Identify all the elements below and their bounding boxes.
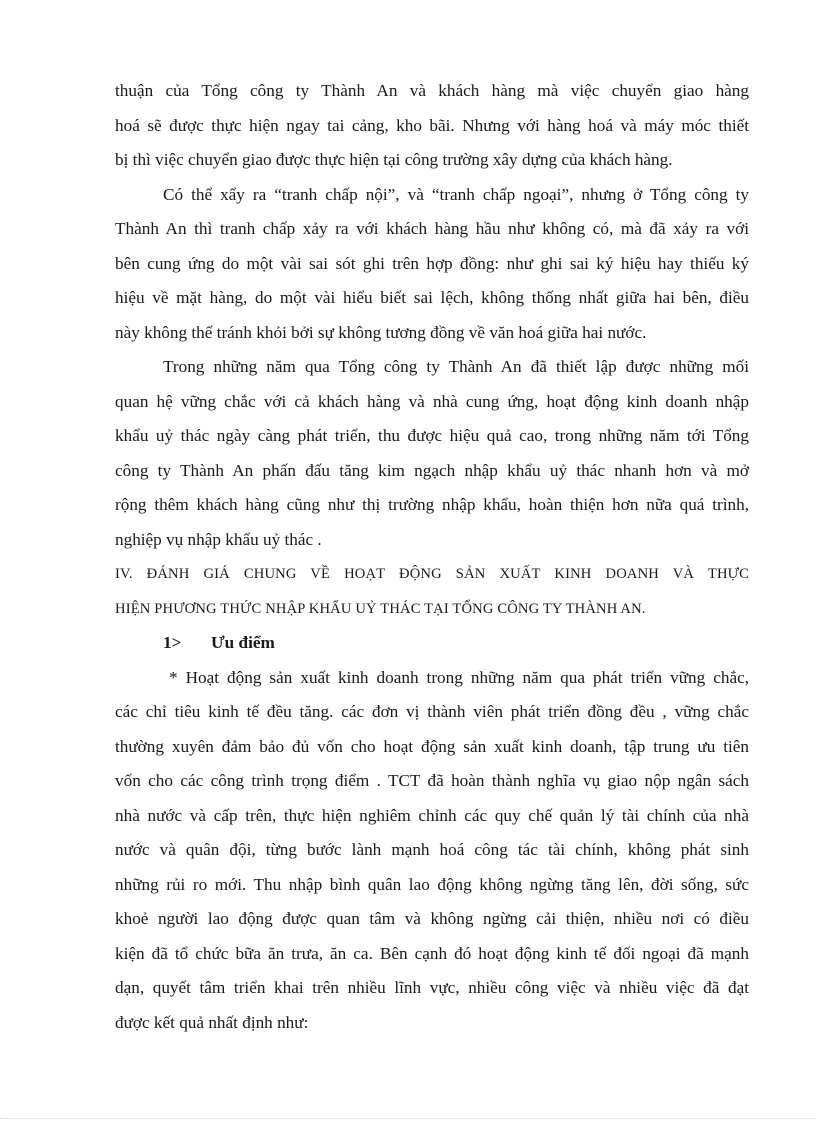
paragraph-line: bị thì việc chuyển giao được thực hiện tại công trường xây dựng của khách hàng. bbox=[115, 150, 673, 169]
heading-line: HIỆN PHƯƠNG THỨC NHẬP KHẨU UỶ THÁC TẠI TỔNG CÔNG TY THÀNH AN. bbox=[115, 600, 646, 617]
paragraph-line: nước và quân đội, từng bước lành mạnh hoá công tác tài chính, không phát sinh bbox=[115, 840, 749, 859]
paragraph-line: rộng thêm khách hàng cũng như thị trường nhập khẩu, hoàn thiện hơn nữa quá trình, bbox=[115, 495, 749, 514]
paragraph-1 bbox=[115, 74, 749, 178]
paragraph-line: các chỉ tiêu kinh tế đều tăng. các đơn vị thành viên phát triển đồng đều , vững chắc bbox=[115, 702, 749, 721]
subsection-heading bbox=[115, 626, 749, 661]
paragraph-line: hiệu về mặt hàng, do một vài hiểu biết sai lệch, không thống nhất giữa hai bên, điều bbox=[115, 288, 749, 307]
paragraph-line: được kết quả nhất định như: bbox=[115, 1012, 309, 1032]
paragraph-line: kiện đã tổ chức bữa ăn trưa, ăn ca. Bên cạnh đó hoạt động kinh tế đối ngoại đã mạnh bbox=[115, 943, 749, 963]
paragraph-line: thường xuyên đảm bảo đủ vốn cho hoạt động sản xuất kinh doanh, tập trung ưu tiên bbox=[115, 736, 749, 756]
paragraph-line: khẩu uỷ thác ngày càng phát triển, thu được hiệu quả cao, trong những năm tới Tổng bbox=[115, 426, 749, 445]
paragraph-line: này không thể tránh khỏi bởi sự không tương đồng về văn hoá giữa hai nước. bbox=[115, 322, 647, 342]
paragraph-line: công ty Thành An phấn đấu tăng kim ngạch nhập khẩu uỷ thác nhanh hơn và mở bbox=[115, 460, 749, 480]
page-bottom-divider bbox=[0, 1118, 816, 1119]
paragraph-2 bbox=[115, 178, 749, 351]
paragraph-line: vốn cho các công trình trọng điểm . TCT đã hoàn thành nghĩa vụ giao nộp ngân sách bbox=[115, 771, 749, 790]
paragraph-line: * Hoạt động sản xuất kinh doanh trong những năm qua phát triển vững chắc, bbox=[169, 667, 749, 687]
document-body bbox=[115, 74, 749, 1040]
paragraph-line: Trong những năm qua Tổng công ty Thành An đã thiết lập được những mối bbox=[163, 357, 749, 376]
paragraph-line: hoá sẽ được thực hiện ngay tai cảng, kho bãi. Nhưng với hàng hoá và máy móc thiết bbox=[115, 115, 749, 135]
heading-line: IV. ĐÁNH GIÁ CHUNG VỀ HOẠT ĐỘNG SẢN XUẤT KINH DOANH VÀ THỰC bbox=[115, 566, 749, 582]
paragraph-4 bbox=[115, 661, 749, 1041]
paragraph-line: thuận của Tổng công ty Thành An và khách hàng mà việc chuyển giao hàng bbox=[115, 81, 749, 100]
paragraph-line: nhà nước và cấp trên, thực hiện nghiêm chỉnh các quy chế quản lý tài chính của nhà bbox=[115, 805, 749, 825]
paragraph-3 bbox=[115, 350, 749, 557]
paragraph-line: Có thể xẩy ra “tranh chấp nội”, và “tranh chấp ngoại”, nhưng ở Tổng công ty bbox=[163, 184, 749, 204]
paragraph-line: dạn, quyết tâm triển khai trên nhiều lĩnh vực, nhiều công việc và nhiều việc đã đạt bbox=[115, 978, 749, 997]
paragraph-line: nghiệp vụ nhập khẩu uỷ thác . bbox=[115, 529, 322, 549]
paragraph-line: quan hệ vững chắc với cả khách hàng và nhà cung ứng, hoạt động kinh doanh nhập bbox=[115, 391, 749, 411]
subsection-number: 1> bbox=[163, 633, 182, 652]
section-heading-iv bbox=[115, 557, 749, 626]
paragraph-line: bên cung ứng do một vài sai sót ghi trên hợp đồng: như ghi sai ký hiệu hay thiếu ký bbox=[115, 253, 749, 273]
subsection-title: Ưu điểm bbox=[211, 633, 275, 652]
paragraph-line: khoẻ người lao động được quan tâm và không ngừng cải thiện, nhiều nơi có điều bbox=[115, 909, 749, 928]
paragraph-line: Thành An thì tranh chấp xảy ra với khách hàng hầu như không có, mà đã xảy ra với bbox=[115, 219, 749, 238]
paragraph-line: những rủi ro mới. Thu nhập bình quân lao động không ngừng tăng lên, đời sống, sức bbox=[115, 874, 749, 894]
